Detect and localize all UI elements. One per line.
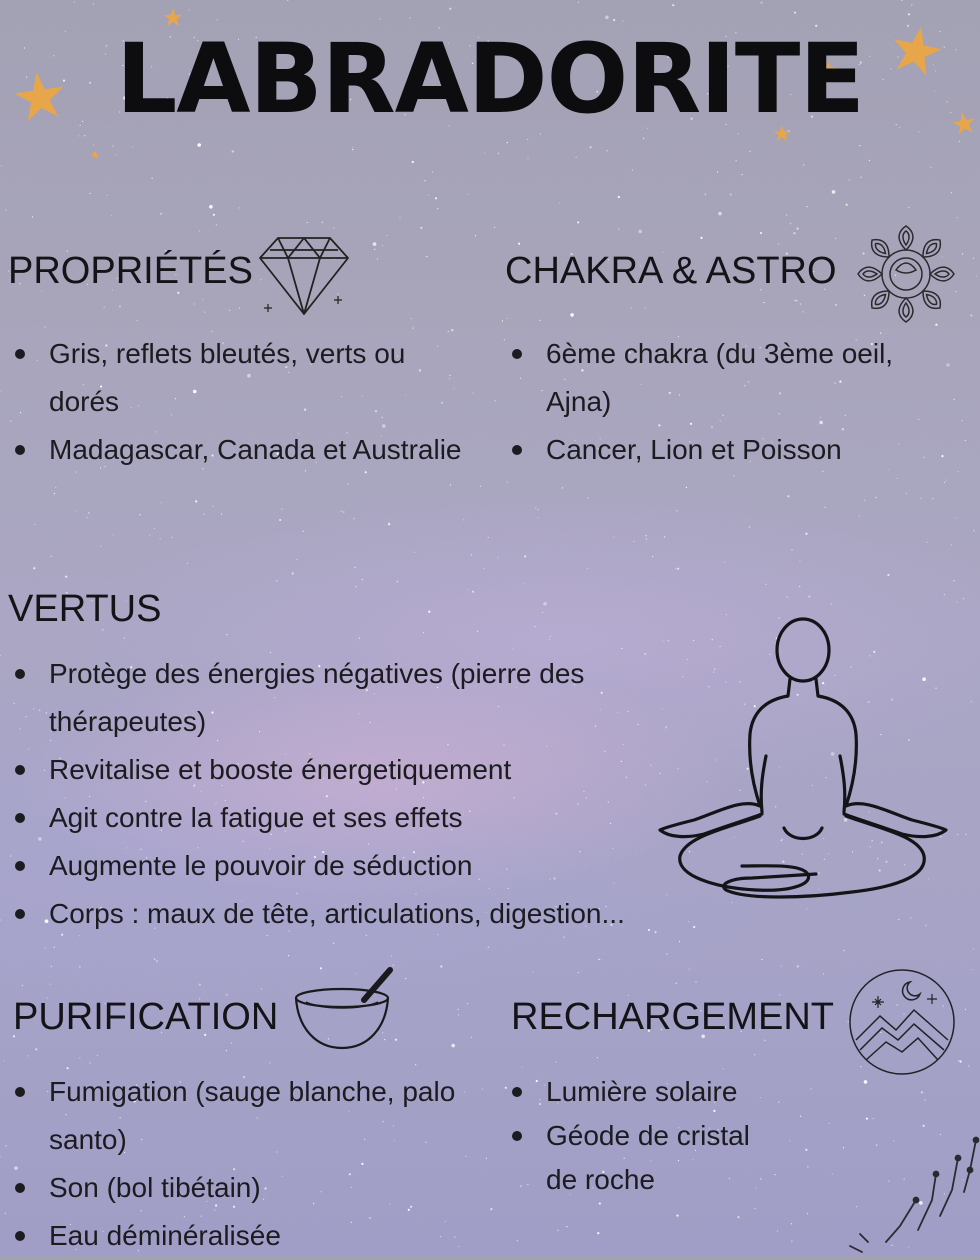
list-item: Eau déminéralisée xyxy=(8,1212,458,1260)
list-item: Revitalise et booste énergetiquement xyxy=(8,746,708,794)
list-item: Géode de cristal de roche xyxy=(505,1114,786,1202)
moon-mountains-icon xyxy=(846,966,958,1078)
list-item: 6ème chakra (du 3ème oeil, Ajna) xyxy=(505,330,945,426)
list-item: Son (bol tibétain) xyxy=(8,1164,458,1212)
heading-chakra: CHAKRA & ASTRO xyxy=(505,250,837,292)
constellation-icon xyxy=(840,1130,980,1256)
list-item: Agit contre la fatigue et ses effets xyxy=(8,794,708,842)
meditating-person-icon xyxy=(656,616,948,906)
diamond-icon xyxy=(258,234,350,318)
list-item: Augmente le pouvoir de séduction xyxy=(8,842,708,890)
heading-vertus: VERTUS xyxy=(8,588,162,630)
list-item: Corps : maux de tête, articulations, digestion... xyxy=(8,890,708,938)
proprietes-list xyxy=(8,330,468,474)
rechargement-list xyxy=(505,1070,805,1202)
list-item: Lumière solaire xyxy=(505,1070,805,1114)
chakra-list xyxy=(505,330,945,474)
list-item: Fumigation (sauge blanche, palo santo) xyxy=(8,1068,458,1164)
heading-rechargement: RECHARGEMENT xyxy=(511,996,835,1038)
lotus-mandala-icon xyxy=(856,224,956,324)
purification-list xyxy=(8,1068,458,1260)
list-item: Madagascar, Canada et Australie xyxy=(8,426,468,474)
heading-proprietes: PROPRIÉTÉS xyxy=(8,250,253,292)
vertus-list xyxy=(8,650,708,938)
heading-purification: PURIFICATION xyxy=(13,996,279,1038)
list-item: Cancer, Lion et Poisson xyxy=(505,426,945,474)
list-item: Gris, reflets bleutés, verts ou dorés xyxy=(8,330,468,426)
singing-bowl-icon xyxy=(292,966,396,1052)
list-item: Protège des énergies négatives (pierre des thérapeutes) xyxy=(8,650,649,746)
page-title: LABRADORITE xyxy=(116,23,864,135)
